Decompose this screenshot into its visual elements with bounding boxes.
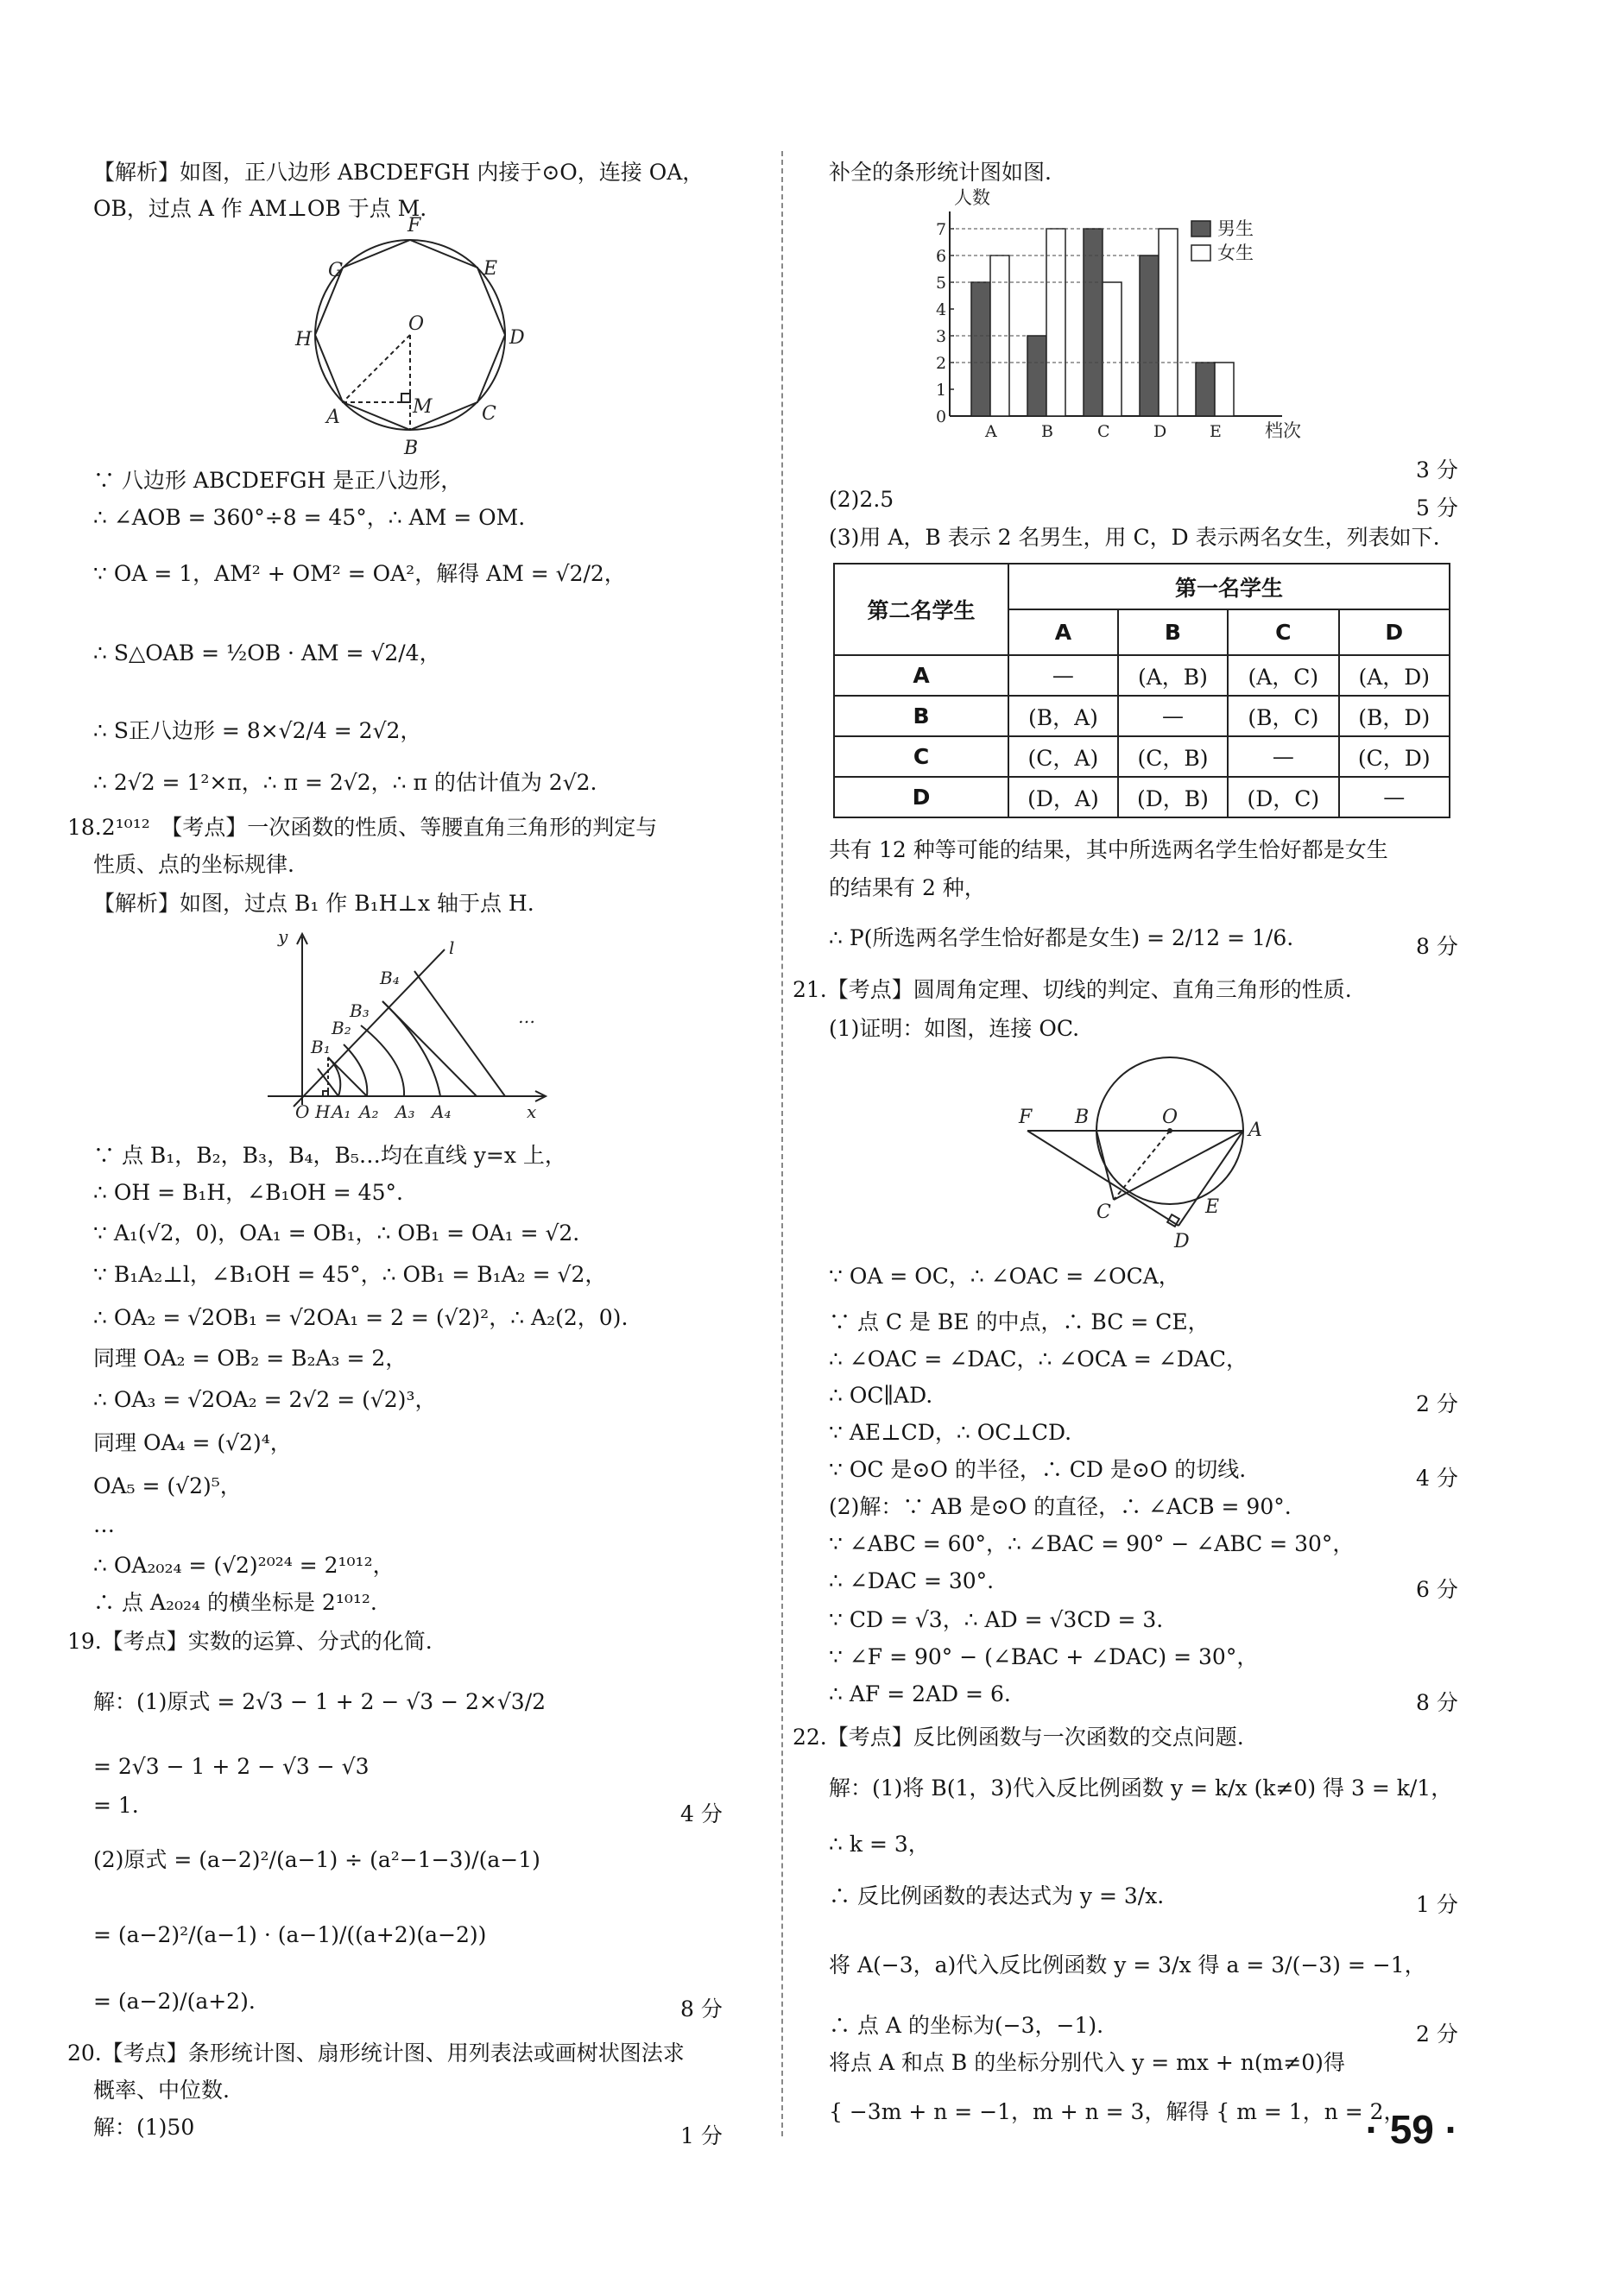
probability-text1: 共有 12 种等可能的结果，其中所选两名学生恰好都是女生 [829,837,1388,862]
q19-points-2: 8 分 [680,1996,723,2022]
page-number: · 59 · [1365,2107,1458,2152]
chart-y-tick-label: 7 [936,220,947,239]
octagon-step5: ∴ S正八边形 = 8×√2/4 = 2√2， [93,718,422,743]
table-cell: (D，A) [1008,777,1118,817]
chart-y-tick-label: 5 [936,274,947,293]
table-cell: (A，C) [1228,655,1338,696]
label-a21: A [1248,1120,1262,1141]
col-header: A [1008,609,1118,655]
q21-step10: ∵ CD = √3，∴ AD = √3CD = 3. [829,1607,1164,1632]
table-cell: (A，B) [1118,655,1228,696]
table-cell: — [1118,696,1228,736]
label-e21: E [1205,1196,1220,1218]
label-b3: B₃ [350,1000,370,1021]
label-a1: A₁ [332,1101,351,1122]
chart-bar-男生 [971,282,990,416]
q19-step6: = (a−2)/(a+2). [93,1989,256,2014]
line-l [294,949,445,1107]
q22-step3: ∴ 反比例函数的表达式为 y = 3/x. [829,1883,1165,1908]
chart-bar-男生 [1084,229,1103,416]
chart-x-tick-label: A [985,422,997,441]
bar-chart [915,187,1364,449]
q21-points-3: 6 分 [1416,1577,1458,1602]
table-row [834,696,1450,736]
q20-points-2: 5 分 [1416,495,1458,520]
q20-header-cont: 概率、中位数. [93,2078,230,2103]
chart-y-tick-label: 4 [936,300,947,319]
label-y: y [278,926,288,947]
table-cell: (D，B) [1118,777,1228,817]
q18-step4: ∵ B₁A₂⊥l，∠B₁OH = 45°，∴ OB₁ = B₁A₂ = √2， [93,1262,607,1287]
table-cell: (B，C) [1228,696,1338,736]
q21-step1: ∵ OA = OC，∴ ∠OAC = ∠OCA， [829,1264,1180,1289]
q18-step1: ∵ 点 B₁，B₂，B₃，B₄，B₅…均在直线 y=x 上， [93,1143,566,1168]
label-h18: H [315,1101,331,1122]
table-cell: (C，D) [1339,736,1450,777]
q18-step10: … [93,1512,115,1537]
table-row [834,777,1450,817]
chart-x-tick-label: E [1210,422,1222,441]
chart-legend-swatch [1191,245,1210,261]
q19-step1: 解：(1)原式 = 2√3 − 1 + 2 − √3 − 2×√3/2 [93,1689,547,1714]
label-b1: B₁ [311,1037,331,1057]
table-top-header: 第一名学生 [1008,564,1450,609]
octagon-step4: ∴ S△OAB = ½OB · AM = √2/4， [93,640,441,665]
table-corner: 第二名学生 [834,564,1008,655]
octagon-step3: ∵ OA = 1，AM² + OM² = OA²，解得 AM = √2/2， [93,561,626,586]
label-a2: A₂ [359,1101,379,1122]
q19-step2: = 2√3 − 1 + 2 − √3 − √3 [93,1754,370,1779]
chart-bar-女生 [1103,282,1122,416]
row-header: D [834,777,1008,817]
q21-step6: ∵ OC 是⊙O 的半径，∴ CD 是⊙O 的切线. [829,1457,1247,1482]
chart-points: 3 分 [1416,457,1458,483]
col-header: D [1339,609,1450,655]
label-b: B [404,438,419,459]
chart-legend-swatch [1191,221,1210,237]
label-ellipsis: … [518,1006,535,1027]
q22-points-1: 1 分 [1416,1892,1458,1917]
q19-header: 19.【考点】实数的运算、分式的化简. [67,1629,433,1654]
label-c21: C [1096,1202,1111,1223]
q19-step3: = 1. [93,1793,139,1818]
q18-step12: ∴ 点 A₂₀₂₄ 的横坐标是 2¹⁰¹². [93,1590,377,1615]
right-angle-mark [401,394,410,402]
q22-header: 22.【考点】反比例函数与一次函数的交点问题. [793,1725,1244,1750]
q20-answer3: (3)用 A，B 表示 2 名男生，用 C，D 表示两名女生，列表如下. [829,525,1440,550]
table-cell: — [1228,736,1338,777]
q20-answer1: 解：(1)50 [93,2115,195,2140]
q21-points-1: 2 分 [1416,1391,1458,1416]
table-cell: — [1008,655,1118,696]
chart-y-tick-label: 0 [936,407,947,426]
q18-step2: ∴ OH = B₁H，∠B₁OH = 45°. [93,1180,403,1205]
label-a4: A₄ [432,1101,452,1122]
q18-analysis: 【解析】如图，过点 B₁ 作 B₁H⊥x 轴于点 H. [93,891,534,916]
label-x: x [527,1101,537,1122]
label-h: H [295,329,313,350]
q22-step4: 将 A(−3，a)代入反比例函数 y = 3/x 得 a = 3/(−3) = −1， [829,1952,1426,1977]
chart-x-tick-label: B [1041,422,1053,441]
q20-points-1: 1 分 [680,2123,723,2148]
probability-text2: 的结果有 2 种， [829,875,986,900]
q21-step12: ∴ AF = 2AD = 6. [829,1681,1011,1706]
col-header: B [1118,609,1228,655]
q22-step1: 解：(1)将 B(1，3)代入反比例函数 y = k/x (k≠0) 得 3 = k/1， [829,1776,1453,1801]
table-cell: (C，B) [1118,736,1228,777]
label-l: l [449,937,455,958]
chart-bar-女生 [1046,229,1065,416]
table-cell: — [1339,777,1450,817]
q18-step7: ∴ OA₃ = √2OA₂ = 2√2 = (√2)³， [93,1387,437,1412]
q21-step2: ∵ 点 C 是 BE 的中点，∴ BC = CE， [829,1309,1210,1334]
label-d21: D [1174,1231,1190,1252]
label-origin: O [295,1101,310,1122]
label-o21: O [1162,1107,1178,1128]
q22-step5: ∴ 点 A 的坐标为(−3，−1). [829,2013,1104,2038]
q20-points-3: 8 分 [1416,934,1458,959]
q21-points-4: 8 分 [1416,1690,1458,1715]
chart-bar-男生 [1140,255,1159,416]
label-m: M [413,396,433,418]
row-header: C [834,736,1008,777]
q22-step7: { −3m + n = −1，m + n = 3，解得 { m = 1，n = 2， [829,2099,1406,2124]
q18-step6: 同理 OA₂ = OB₂ = B₂A₃ = 2， [93,1346,408,1371]
q20-header: 20.【考点】条形统计图、扇形统计图、用列表法或画树状图法求 [67,2041,685,2066]
label-a3: A₃ [395,1101,415,1122]
q21-header: 21.【考点】圆周角定理、切线的判定、直角三角形的性质. [793,977,1352,1002]
q19-step5: = (a−2)²/(a−1) · (a−1)/((a+2)(a−2)) [93,1922,487,1947]
analysis-octagon-line2: OB，过点 A 作 AM⊥OB 于点 M. [93,196,427,221]
q21-proof-start: (1)证明：如图，连接 OC. [829,1016,1080,1041]
chart-y-tick-label: 6 [936,247,947,266]
analysis-octagon-line1: 【解析】如图，正八边形 ABCDEFGH 内接于⊙O，连接 OA， [93,160,705,185]
q22-points-2: 2 分 [1416,2022,1458,2047]
q21-step11: ∵ ∠F = 90° − (∠BAC + ∠DAC) = 30°， [829,1644,1259,1669]
q20-answer2: (2)2.5 [829,487,894,512]
q21-step7: (2)解：∵ AB 是⊙O 的直径，∴ ∠ACB = 90°. [829,1494,1292,1519]
label-o: O [408,313,425,335]
chart-y-tick-label: 2 [936,354,947,373]
label-d: D [509,327,525,349]
table-cell: (C，A) [1008,736,1118,777]
chart-bar-男生 [1196,363,1215,416]
chart-x-tick-label: C [1097,422,1110,441]
q18-step3: ∵ A₁(√2，0)，OA₁ = OB₁，∴ OB₁ = OA₁ = √2. [93,1221,580,1246]
chart-bar-男生 [1027,336,1046,416]
q21-figure [1010,1049,1286,1256]
q18-step11: ∴ OA₂₀₂₄ = (√2)²⁰²⁴ = 2¹⁰¹²， [93,1553,395,1578]
table-cell: (D，C) [1228,777,1338,817]
table-cell: (A，D) [1339,655,1450,696]
chart-y-label: 人数 [954,187,990,208]
octagon-step1: ∵ 八边形 ABCDEFGH 是正八边形， [93,468,463,493]
q21-step3: ∴ ∠OAC = ∠DAC，∴ ∠OCA = ∠DAC， [829,1347,1248,1372]
q18-step9: OA₅ = (√2)⁵， [93,1473,242,1498]
chart-x-tick-label: D [1153,422,1167,441]
label-b4: B₄ [380,968,400,988]
chart-y-tick-label: 3 [936,327,947,346]
label-f: F [408,215,421,237]
q21-step5: ∵ AE⊥CD，∴ OC⊥CD. [829,1420,1072,1445]
q21-step9: ∴ ∠DAC = 30°. [829,1568,995,1593]
probability-result: ∴ P(所选两名学生恰好都是女生) = 2/12 = 1/6. [829,925,1294,950]
chart-y-tick-label: 1 [936,381,947,400]
q21-points-2: 4 分 [1416,1466,1458,1491]
table-row [834,736,1450,777]
q18-step5: ∴ OA₂ = √2OB₁ = √2OA₁ = 2 = (√2)²，∴ A₂(2，0). [93,1305,629,1330]
chart-legend-label: 女生 [1217,243,1254,263]
label-b21: B [1075,1107,1090,1128]
row-header: B [834,696,1008,736]
segment-oa [343,335,410,402]
label-a: A [326,407,340,428]
label-e: E [483,258,498,280]
chart-legend-label: 男生 [1217,218,1254,239]
outcome-table [833,563,1450,818]
q19-step4: (2)原式 = (a−2)²/(a−1) ÷ (a²−1−3)/(a−1) [93,1847,540,1872]
q18-step8: 同理 OA₄ = (√2)⁴， [93,1430,292,1455]
column-divider [781,151,783,2136]
table-cell: (B，D) [1339,696,1450,736]
label-b2: B₂ [332,1018,351,1038]
label-c: C [482,403,496,425]
q21-step4: ∴ OC∥AD. [829,1383,933,1408]
q18-figure [259,924,561,1131]
chart-x-label: 档次 [1265,420,1301,441]
chart-bar-女生 [1215,363,1234,416]
col-header: C [1228,609,1338,655]
label-g: G [328,260,344,281]
chart-bar-女生 [1159,229,1178,416]
q22-step6: 将点 A 和点 B 的坐标分别代入 y = mx + n(m≠0)得 [829,2050,1345,2075]
q18-header-cont: 性质、点的坐标规律. [93,852,294,877]
q21-step8: ∵ ∠ABC = 60°，∴ ∠BAC = 90° − ∠ABC = 30°， [829,1531,1355,1556]
table-cell: (B，A) [1008,696,1118,736]
q22-step2: ∴ k = 3， [829,1832,930,1857]
table-row [834,655,1450,696]
octagon-step2: ∴ ∠AOB = 360°÷8 = 45°，∴ AM = OM. [93,505,526,530]
chart-intro: 补全的条形统计图如图. [829,160,1052,185]
row-header: A [834,655,1008,696]
label-f21: F [1019,1107,1033,1128]
q18-header: 18.2¹⁰¹² 【考点】一次函数的性质、等腰直角三角形的判定与 [67,815,658,840]
octagon-figure [295,215,535,464]
q19-points-1: 4 分 [680,1801,723,1826]
octagon-step6: ∴ 2√2 = 1²×π，∴ π = 2√2，∴ π 的估计值为 2√2. [93,770,597,795]
